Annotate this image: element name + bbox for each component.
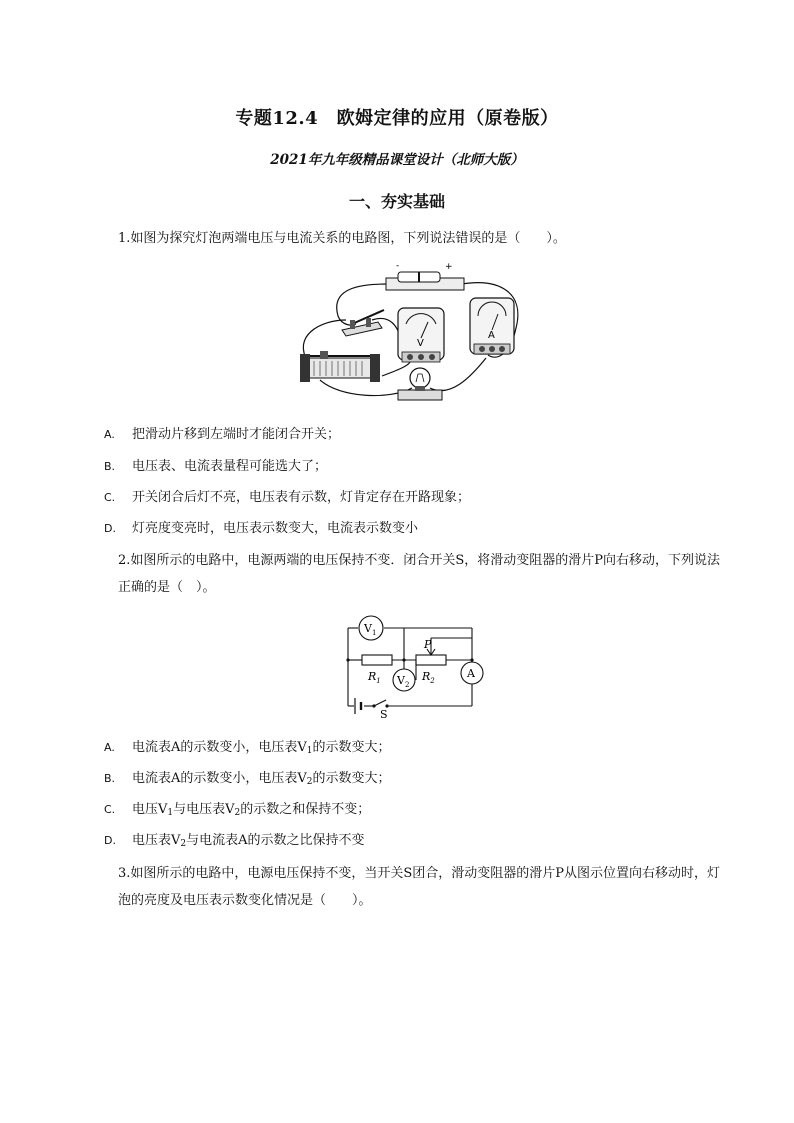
voltmeter-v1	[359, 616, 383, 640]
option-letter: B.	[104, 460, 116, 473]
option-text-pre: 电流表A的示数变小，电压表V	[132, 771, 307, 786]
option-subscript: 2	[180, 839, 187, 849]
option-subscript: 2	[306, 777, 313, 787]
q1-circuit-photo	[290, 258, 520, 410]
document-title: 专题12.4 欧姆定律的应用（原卷版）	[235, 108, 559, 129]
question-1-stem: 1.如图为探究灯泡两端电压与电流关系的电路图，下列说法错误的是（ ）。	[118, 231, 566, 246]
battery-holder	[386, 261, 464, 290]
option-letter: C.	[104, 803, 116, 816]
option-text-pre: 电压表V	[132, 833, 181, 848]
option-text: 电压表、电流表量程可能选大了；	[132, 459, 328, 474]
ammeter-a	[461, 662, 483, 684]
option-letter: B.	[104, 772, 116, 785]
option-text-post: 与电压表V	[173, 802, 235, 817]
voltmeter	[398, 308, 444, 362]
q1-option-a[interactable]	[104, 425, 340, 445]
option-text: 开关闭合后灯不亮，电压表有示数，灯肯定存在开路现象；	[132, 490, 471, 505]
q1-option-d[interactable]	[104, 519, 418, 539]
knife-switch	[342, 310, 384, 336]
q2-option-d[interactable]	[104, 831, 365, 854]
option-letter: D.	[104, 522, 116, 535]
lamp	[398, 368, 442, 400]
option-letter: D.	[104, 834, 116, 847]
question-2-stem: 2.如图所示的电路中，电源两端的电压保持不变．闭合开关S，将滑动变阻器的滑片P向右移动，下列说法正确的是（ ）。	[118, 553, 721, 595]
option-text-post-2: 的示数之和保持不变；	[240, 802, 371, 817]
battery-plus-label: +	[445, 262, 453, 272]
battery-minus-label: -	[396, 261, 400, 271]
v1-label: $V_1$	[364, 622, 377, 637]
slider-p-label: P	[424, 638, 432, 651]
rheostat	[300, 351, 380, 382]
q1-option-c[interactable]	[104, 488, 470, 508]
ammeter	[470, 298, 514, 354]
q2-option-a[interactable]	[104, 738, 391, 761]
option-text-post: 的示数变大；	[312, 740, 391, 755]
ammeter-a-label: A	[467, 667, 475, 680]
option-text-pre: 电流表A的示数变小，电压表V	[132, 740, 307, 755]
ammeter-label: A	[488, 330, 495, 341]
option-letter: A.	[104, 741, 115, 754]
option-text: 把滑动片移到左端时才能闭合开关；	[132, 427, 341, 442]
option-text: 灯亮度变亮时，电压表示数变大，电流表示数变小	[132, 521, 419, 536]
r1-label: $R_1$	[368, 670, 381, 685]
question-3-stem: 3.如图所示的电路中，电源电压保持不变，当开关S团合，滑动变阻器的滑片P从图示位置向右移动时，灯泡的亮度及电压表示数变化情况是（ ）。	[118, 866, 721, 908]
document-subtitle: 2021年九年级精品课堂设计（北师大版）	[270, 152, 524, 168]
option-letter: A.	[104, 428, 115, 441]
switch-s-label: S	[380, 708, 388, 720]
voltmeter-label: V	[417, 338, 424, 349]
option-letter: C.	[104, 491, 116, 504]
r2-label: $R_2$	[422, 670, 435, 685]
option-subscript-2: 2	[234, 808, 241, 818]
section-heading: 一、夯实基础	[348, 192, 445, 211]
option-text-post: 的示数变大；	[312, 771, 391, 786]
q2-circuit-diagram	[340, 614, 492, 720]
q2-option-b[interactable]	[104, 769, 391, 792]
voltmeter-v2	[393, 669, 415, 691]
q2-option-c[interactable]	[104, 800, 370, 823]
option-subscript: 1	[167, 808, 174, 818]
v2-label: $V_2$	[397, 674, 410, 689]
option-text-post: 与电流表A的示数之比保持不变	[186, 833, 365, 848]
option-text-pre: 电压V	[132, 802, 168, 817]
q1-option-b[interactable]	[104, 457, 327, 477]
option-subscript: 1	[306, 746, 313, 756]
